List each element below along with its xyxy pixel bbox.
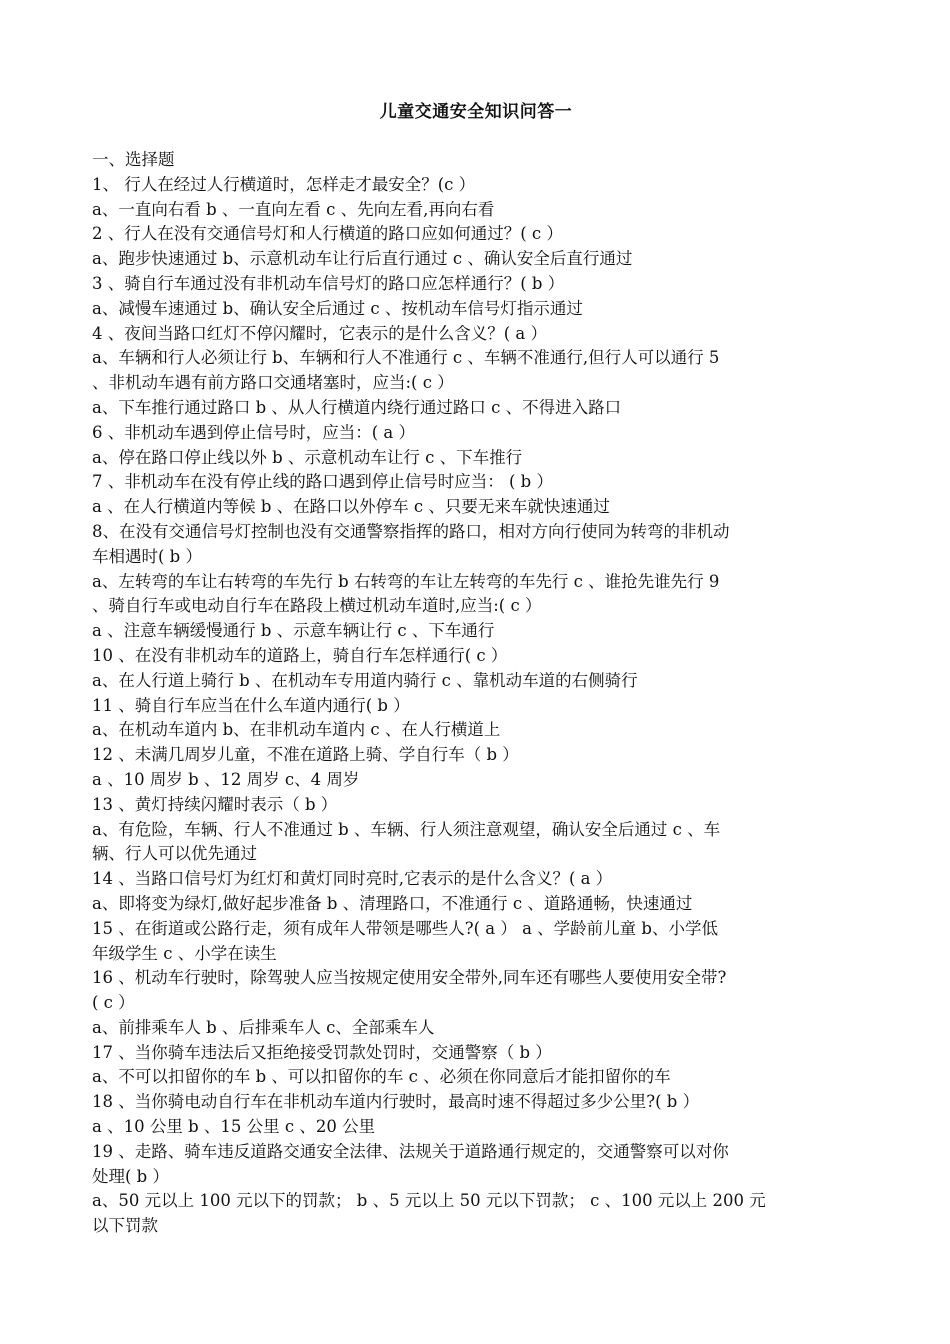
text-line: a、减慢车速通过 b、确认安全后通过 c 、按机动车信号灯指示通过 — [92, 298, 583, 318]
text-line: 10 、在没有非机动车的道路上，骑自行车怎样通行( c ） — [92, 645, 508, 665]
text-line: 4 、夜间当路口红灯不停闪耀时，它表示的是什么含义？( a ） — [92, 323, 548, 343]
text-line: 7 、非机动车在没有停止线的路口遇到停止信号时应当： ( b ） — [92, 472, 553, 492]
text-line: 14 、当路口信号灯为红灯和黄灯同时亮时,它表示的是什么含义？( a ） — [92, 869, 613, 889]
text-line: 辆、行人可以优先通过 — [92, 844, 257, 864]
text-line: a 、注意车辆缓慢通行 b 、示意车辆让行 c 、下车通行 — [92, 621, 495, 641]
text-line: 、非机动车遇有前方路口交通堵塞时，应当:( c ） — [92, 373, 454, 393]
text-line: 处理( b ） — [92, 1166, 169, 1186]
text-line: 车相遇时( b ） — [92, 546, 202, 566]
text-line: a 、在人行横道内等候 b 、在路口以外停车 c 、只要无来车就快速通过 — [92, 497, 610, 517]
text-line: a、不可以扣留你的车 b 、可以扣留你的车 c 、必须在你同意后才能扣留你的车 — [92, 1067, 671, 1087]
text-line: a、下车推行通过路口 b 、从人行横道内绕行通过路口 c 、不得进入路口 — [92, 397, 622, 417]
text-line: 18 、当你骑电动自行车在非机动车道内行驶时，最高时速不得超过多少公里?( b ） — [92, 1092, 700, 1112]
text-line: 19 、走路、骑车违反道路交通安全法律、法规关于道路通行规定的，交通警察可以对你 — [92, 1141, 729, 1161]
text-line: a、停在路口停止线以外 b 、示意机动车让行 c 、下车推行 — [92, 447, 523, 467]
text-line: 17 、当你骑车违法后又拒绝接受罚款处罚时，交通警察（ b ） — [92, 1042, 552, 1062]
text-line: a、即将变为绿灯,做好起步准备 b 、清理路口，不准通行 c 、道路通畅，快速通过 — [92, 893, 693, 913]
text-line: a、左转弯的车让右转弯的车先行 b 右转弯的车让左转弯的车先行 c 、谁抢先谁先行 9 — [92, 571, 720, 591]
section-heading: 一、选择题 — [92, 150, 175, 169]
text-line: a 、10 公里 b 、15 公里 c 、20 公里 — [92, 1117, 376, 1137]
text-line: 16 、机动车行驶时，除驾驶人应当按规定使用安全带外,同车还有哪些人要使用安全带? — [92, 968, 727, 988]
text-line: 年级学生 c 、小学在读生 — [92, 943, 277, 963]
text-line: 15 、在街道或公路行走，须有成年人带领是哪些人?( a ） a 、学龄前儿童 b、小学低 — [92, 918, 718, 938]
text-line: a、跑步快速通过 b、示意机动车让行后直行通过 c 、确认安全后直行通过 — [92, 249, 633, 269]
text-line: a、有危险，车辆、行人不准通过 b 、车辆、行人须注意观望，确认安全后通过 c 、车 — [92, 819, 721, 839]
document-title: 儿童交通安全知识问答一 — [379, 102, 573, 122]
text-line: 以下罚款 — [92, 1216, 158, 1236]
text-line: 11 、骑自行车应当在什么车道内通行( b ） — [92, 695, 410, 715]
text-line: a、50 元以上 100 元以下的罚款； b 、5 元以上 50 元以下罚款； c 、100 元以上 200 元 — [92, 1191, 766, 1211]
text-line: 13 、黄灯持续闪耀时表示（ b ） — [92, 794, 338, 814]
text-line: a、在机动车道内 b、在非机动车道内 c 、在人行横道上 — [92, 720, 501, 740]
text-line: ( c ） — [92, 993, 135, 1013]
text-line: 3 、骑自行车通过没有非机动车信号灯的路口应怎样通行？( b ） — [92, 273, 565, 293]
text-line: a 、10 周岁 b 、12 周岁 c、4 周岁 — [92, 769, 360, 789]
text-line: a、前排乘车人 b 、后排乘车人 c、全部乘车人 — [92, 1017, 435, 1037]
text-line: 12 、未满几周岁儿童，不准在道路上骑、学自行车（ b ） — [92, 745, 519, 765]
text-line: a、在人行道上骑行 b 、在机动车专用道内骑行 c 、靠机动车道的右侧骑行 — [92, 670, 638, 690]
text-line: a、一直向右看 b 、一直向左看 c 、先向左看,再向右看 — [92, 199, 495, 219]
text-line: 8、在没有交通信号灯控制也没有交通警察指挥的路口，相对方向行使同为转弯的非机动 — [92, 521, 730, 541]
text-line: 1、 行人在经过人行横道时，怎样走才最安全？(c ） — [92, 174, 476, 194]
text-line: a、车辆和行人必须让行 b、车辆和行人不准通行 c 、车辆不准通行,但行人可以通行 5 — [92, 348, 720, 368]
text-line: 2 、行人在没有交通信号灯和人行横道的路口应如何通过？( c ） — [92, 224, 563, 244]
text-line: 、骑自行车或电动自行车在路段上横过机动车道时,应当:( c ） — [92, 596, 542, 616]
text-line: 6 、非机动车遇到停止信号时，应当：( a ） — [92, 422, 416, 442]
document-body — [92, 148, 860, 1239]
